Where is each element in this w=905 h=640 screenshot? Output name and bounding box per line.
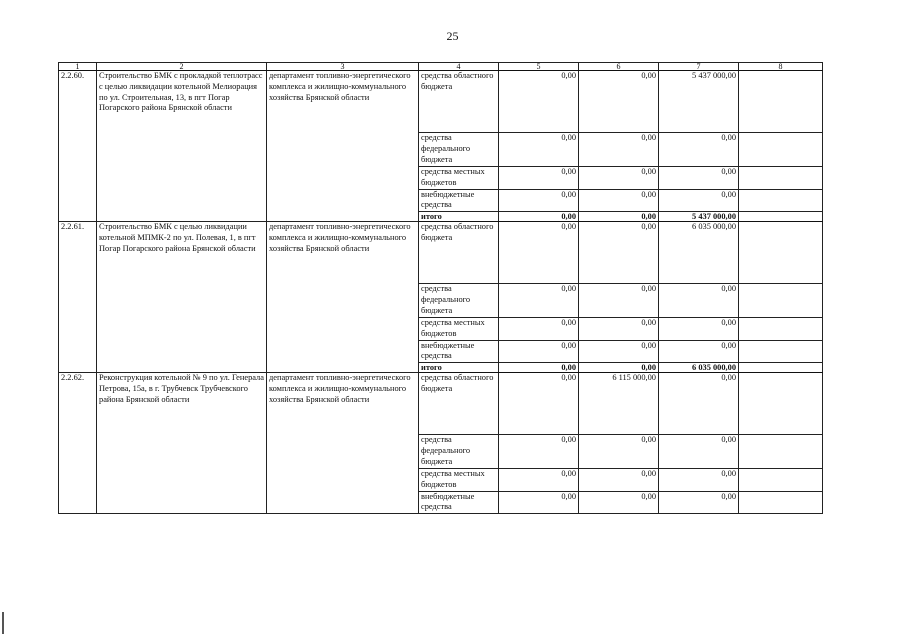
funding-source: итого xyxy=(419,363,499,373)
funding-source: средства местных бюджетов xyxy=(419,469,499,492)
amount-col-5: 0,00 xyxy=(499,469,579,492)
amount-col-6: 0,00 xyxy=(579,340,659,363)
amount-col-6: 0,00 xyxy=(579,363,659,373)
amount-col-7: 6 035 000,00 xyxy=(659,363,739,373)
column-header: 3 xyxy=(267,63,419,71)
column-header: 2 xyxy=(97,63,267,71)
page-number: 25 xyxy=(446,29,459,43)
amount-col-7: 0,00 xyxy=(659,469,739,492)
amount-col-7: 0,00 xyxy=(659,373,739,435)
amount-col-5: 0,00 xyxy=(499,71,579,133)
amount-col-8 xyxy=(739,318,823,341)
amount-col-7: 0,00 xyxy=(659,189,739,212)
funding-source: внебюджетные средства xyxy=(419,340,499,363)
amount-col-7: 5 437 000,00 xyxy=(659,71,739,133)
project-code: 2.2.62. xyxy=(59,373,97,514)
amount-col-5: 0,00 xyxy=(499,222,579,284)
project-department: департамент топливно-энергетического комплекса и жилищно-коммунального хозяйства Брянской области xyxy=(267,373,419,514)
amount-col-6: 0,00 xyxy=(579,167,659,190)
amount-col-7: 0,00 xyxy=(659,491,739,514)
funding-source: средства федерального бюджета xyxy=(419,435,499,469)
amount-col-6: 6 115 000,00 xyxy=(579,373,659,435)
amount-col-5: 0,00 xyxy=(499,133,579,167)
amount-col-5: 0,00 xyxy=(499,363,579,373)
funding-source: средства местных бюджетов xyxy=(419,318,499,341)
table-row xyxy=(59,222,823,284)
column-header: 7 xyxy=(659,63,739,71)
amount-col-8 xyxy=(739,491,823,514)
project-title: Строительство БМК с прокладкой теплотрасс с целью ликвидации котельной Мелиорация по ул. Строительная, 13, в пгт Погар Погарского района Брянской области xyxy=(97,71,267,222)
amount-col-8 xyxy=(739,363,823,373)
amount-col-5: 0,00 xyxy=(499,318,579,341)
amount-col-8 xyxy=(739,373,823,435)
amount-col-6: 0,00 xyxy=(579,133,659,167)
funding-source: итого xyxy=(419,212,499,222)
amount-col-6: 0,00 xyxy=(579,469,659,492)
amount-col-7: 6 035 000,00 xyxy=(659,222,739,284)
project-department: департамент топливно-энергетического комплекса и жилищно-коммунального хозяйства Брянской области xyxy=(267,71,419,222)
amount-col-6: 0,00 xyxy=(579,212,659,222)
amount-col-8 xyxy=(739,71,823,133)
amount-col-8 xyxy=(739,189,823,212)
funding-source: средства областного бюджета xyxy=(419,373,499,435)
project-department: департамент топливно-энергетического комплекса и жилищно-коммунального хозяйства Брянской области xyxy=(267,222,419,373)
amount-col-6: 0,00 xyxy=(579,189,659,212)
amount-col-5: 0,00 xyxy=(499,167,579,190)
column-number-row xyxy=(59,63,823,71)
funding-source: средства местных бюджетов xyxy=(419,167,499,190)
project-title: Реконструкция котельной № 9 по ул. Генерала Петрова, 15а, в г. Трубчевск Трубчевского района Брянской области xyxy=(97,373,267,514)
amount-col-6: 0,00 xyxy=(579,491,659,514)
amount-col-8 xyxy=(739,284,823,318)
amount-col-7: 0,00 xyxy=(659,284,739,318)
amount-col-8 xyxy=(739,222,823,284)
amount-col-5: 0,00 xyxy=(499,284,579,318)
amount-col-6: 0,00 xyxy=(579,222,659,284)
budget-table xyxy=(58,62,823,514)
column-header: 6 xyxy=(579,63,659,71)
amount-col-5: 0,00 xyxy=(499,212,579,222)
funding-source: средства федерального бюджета xyxy=(419,284,499,318)
funding-source: средства областного бюджета xyxy=(419,222,499,284)
amount-col-7: 0,00 xyxy=(659,167,739,190)
project-title: Строительство БМК с целью ликвидации котельной МПМК-2 по ул. Полевая, 1, в пгт Погар Погарского района Брянской области xyxy=(97,222,267,373)
amount-col-5: 0,00 xyxy=(499,491,579,514)
table-row xyxy=(59,373,823,435)
amount-col-7: 5 437 000,00 xyxy=(659,212,739,222)
amount-col-5: 0,00 xyxy=(499,435,579,469)
amount-col-5: 0,00 xyxy=(499,340,579,363)
column-header: 8 xyxy=(739,63,823,71)
amount-col-6: 0,00 xyxy=(579,435,659,469)
funding-source: средства областного бюджета xyxy=(419,71,499,133)
amount-col-6: 0,00 xyxy=(579,71,659,133)
amount-col-8 xyxy=(739,167,823,190)
project-code: 2.2.60. xyxy=(59,71,97,222)
amount-col-8 xyxy=(739,133,823,167)
amount-col-8 xyxy=(739,435,823,469)
project-code: 2.2.61. xyxy=(59,222,97,373)
column-header: 5 xyxy=(499,63,579,71)
amount-col-7: 0,00 xyxy=(659,340,739,363)
funding-source: внебюджетные средства xyxy=(419,189,499,212)
scan-edge-mark xyxy=(2,612,4,634)
amount-col-7: 0,00 xyxy=(659,435,739,469)
amount-col-5: 0,00 xyxy=(499,189,579,212)
amount-col-8 xyxy=(739,340,823,363)
column-header: 1 xyxy=(59,63,97,71)
amount-col-7: 0,00 xyxy=(659,133,739,167)
amount-col-8 xyxy=(739,212,823,222)
amount-col-5: 0,00 xyxy=(499,373,579,435)
table-row xyxy=(59,71,823,133)
amount-col-6: 0,00 xyxy=(579,284,659,318)
column-header: 4 xyxy=(419,63,499,71)
funding-source: средства федерального бюджета xyxy=(419,133,499,167)
amount-col-6: 0,00 xyxy=(579,318,659,341)
amount-col-8 xyxy=(739,469,823,492)
funding-source: внебюджетные средства xyxy=(419,491,499,514)
amount-col-7: 0,00 xyxy=(659,318,739,341)
